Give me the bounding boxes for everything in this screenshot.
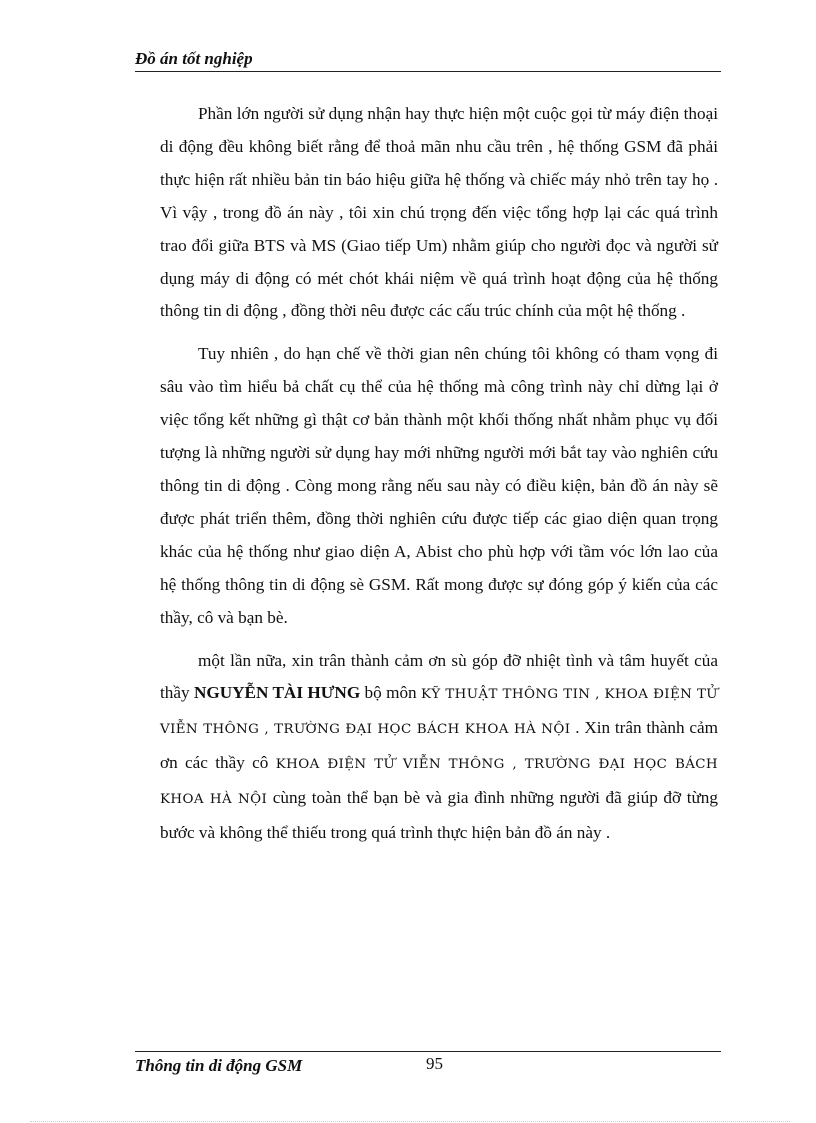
advisor-name: NGUYỄN TÀI HƯNG <box>193 683 361 703</box>
paragraph-limitations: Tuy nhiên , do hạn chế về thời gian nên chúng tôi không có tham vọng đi sâu vào tìm hiểu bả chất cụ thể của hệ thống mà công trình này chỉ dừng lại ở việc tổng kết những gì thật cơ bản thành một khối thống nhất nhằm phục vụ đối tượng là những người sử dụng hay mới những người mới bắt tay vào nghiên cứu thông tin di động . Còng mong rằng nếu sau này có điều kiện, bản đồ án này sẽ được phát triển thêm, đồng thời nghiên cứu được tiếp các giao diện quan trọng khác của hệ thống như giao diện A, Abist cho phù hợp với tầm vóc lớn lao của hệ thống thông tin di động sè GSM. Rất mong được sự đóng góp ý kiến của các thầy, cô và bạn bè. <box>160 344 718 627</box>
ack-text-3: . Xin trân thành cảm ơn các thầy cô <box>160 718 718 773</box>
ack-text-1: một lần nữa, xin trân thành cảm ơn sù góp đỡ nhiệt tình và tâm huyết của thầy <box>160 650 718 703</box>
paragraph-acknowledgement <box>160 645 718 850</box>
page-edge-divider <box>30 1121 790 1122</box>
document-body <box>160 98 718 860</box>
ack-text-2: bộ môn <box>360 683 421 703</box>
ack-text-4: cùng toàn thể bạn bè và gia đình những người đã giúp đỡ từng bước và không thể thiếu trong quá trình thực hiện bản đồ án này . <box>160 788 718 843</box>
department-name: KỸ THUẬT THÔNG TIN , KHOA ĐIỆN TỬ VIỄN THÔNG , TRƯỜNG ĐẠI HỌC BÁCH KHOA HÀ NỘI <box>160 687 718 738</box>
faculty-name: KHOA ĐIỆN TỬ VIỄN THÔNG , TRƯỜNG ĐẠI HỌC BÁCH KHOA HÀ NỘI <box>160 757 718 808</box>
footer-title: Thông tin di động GSM <box>135 1056 303 1075</box>
header-title: Đồ án tốt nghiệp <box>135 49 253 68</box>
page-header <box>135 49 721 72</box>
paragraph-intro: Phần lớn người sử dụng nhận hay thực hiện một cuộc gọi từ máy điện thoại di động đều không biết rằng để thoả mãn nhu cầu trên , hệ thống GSM đã phải thực hiện rất nhiều bản tin báo hiệu giữa hệ thống và chiếc máy nhỏ trên tay họ . Vì vậy , trong đồ án này , tôi xin chú trọng đến việc tổng hợp lại các quá trình trao đổi giữa BTS và MS (Giao tiếp Um) nhằm giúp cho người đọc và người sử dụng máy di động có mét chót khái niệm về quá trình hoạt động của hệ thống thông tin di động , đồng thời nêu được các cấu trúc chính của một hệ thống . <box>160 104 718 321</box>
page-footer <box>135 1051 721 1082</box>
page-number: 95 <box>426 1054 443 1073</box>
